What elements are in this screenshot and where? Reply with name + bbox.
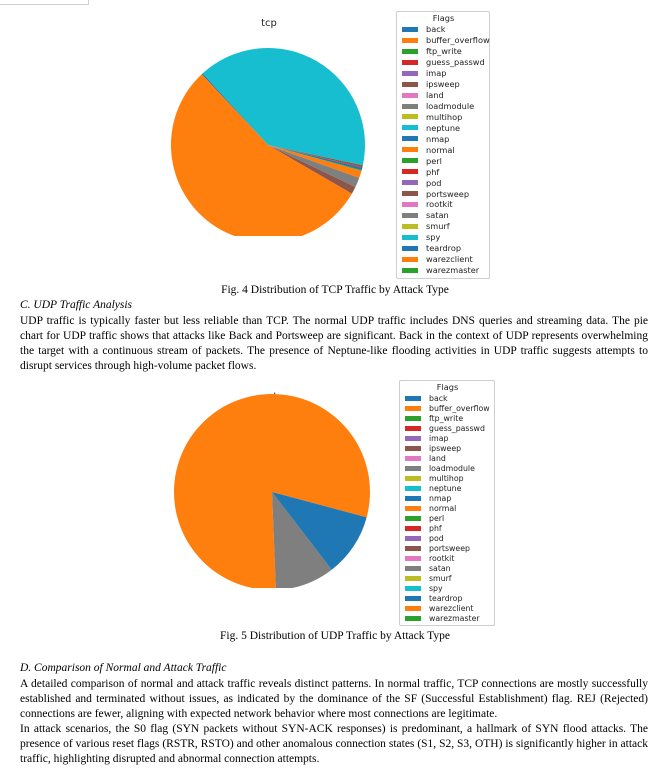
tcp-pie-figure [160,14,375,236]
legend-label: normal [429,503,457,513]
legend-item-smurf [405,573,490,583]
legend-swatch [405,576,421,581]
legend-item-multihop [405,473,490,483]
legend-swatch [402,93,418,98]
legend-item-nmap [402,133,485,144]
legend-item-smurf [402,221,485,232]
legend-swatch [402,202,418,207]
legend-item-imap [402,68,485,79]
legend-item-imap [405,433,490,443]
legend-item-teardrop [405,593,490,603]
legend-label: buffer_overflow [426,35,490,46]
legend-label: loadmodule [429,463,475,473]
legend-label: portsweep [426,188,470,199]
legend-label: pod [429,533,444,543]
legend-item-phf [405,523,490,533]
paragraph: A detailed comparison of normal and attack traffic reveals distinct patterns. In normal traffic, TCP connections are mostly successfully established and terminated without issues, as indicated by the dominance of the SF (Successful Establishment) flag. REJ (Rejected) connections are fewer, aligning with expected network behavior where most connections are legitimate. [20,678,648,720]
legend-label: perl [426,155,442,166]
legend-swatch [402,49,418,54]
legend-swatch [402,82,418,87]
legend-item-normal [402,144,485,155]
legend-label: satan [429,563,451,573]
legend-label: smurf [429,573,452,583]
legend-label: back [426,24,446,35]
legend-item-spy [405,583,490,593]
legend-title: Flags [436,382,459,392]
legend-item-ipsweep [402,79,485,90]
legend-swatch [405,476,421,481]
legend-swatch [402,191,418,196]
legend-label: warezclient [429,603,474,613]
legend-label: land [426,90,444,101]
tcp-legend [396,11,490,279]
legend-label: portsweep [429,543,470,553]
tcp-pie-chart [160,14,375,236]
legend-item-phf [402,166,485,177]
legend-swatch [405,466,421,471]
legend-label: nmap [426,133,450,144]
legend-swatch [402,213,418,218]
tcp-pie-slices [171,48,365,236]
legend-swatch [405,566,421,571]
chart-title: tcp [261,18,277,29]
legend-label: guess_passwd [426,57,485,68]
paragraph: In attack scenarios, the S0 flag (SYN packets without SYN-ACK responses) is predominant, a hallmark of SYN flood attacks. The presence of various reset flags (RSTR, RSTO) and other anomalous connection states (S1, S2, S3, OTH) is significantly higher in attack traffic, highlighting disrupted and abnormal connection attempts. [20,723,648,765]
legend-label: ftp_write [429,413,464,423]
legend-item-warezmaster [402,265,485,276]
legend-label: teardrop [429,593,463,603]
figure-4-caption: Fig. 4 Distribution of TCP Traffic by Attack Type [221,284,449,296]
legend-item-loadmodule [405,463,490,473]
legend-swatch [402,104,418,109]
legend-item-guess_passwd [405,423,490,433]
legend-swatch [405,506,421,511]
legend-label: rootkit [429,553,455,563]
legend-swatch [402,136,418,141]
legend-swatch [405,616,421,621]
legend-swatch [402,224,418,229]
legend-swatch [402,158,418,163]
legend-swatch [405,436,421,441]
legend-label: warezmaster [429,613,480,623]
section-c-heading: C. UDP Traffic Analysis [20,299,133,311]
legend-label: phf [429,523,442,533]
legend-swatch [405,446,421,451]
paragraph: UDP traffic is typically faster but less reliable than TCP. The normal UDP traffic includes DNS queries and streaming data. The pie chart for UDP traffic shows that attacks like Back and Portsweep are significant. Back in the context of UDP represents overwhelming the target with a continuous stream of packets. The presence of Neptune-like flooding activities in UDP traffic suggests attempts to disrupt services through high-volume packet flows. [20,315,648,372]
udp-legend [399,380,495,626]
legend-label: smurf [426,221,450,232]
legend-label: spy [426,232,441,243]
udp-pie-figure [160,388,375,588]
page-corner-frame [0,0,89,5]
figure-5-caption: Fig. 5 Distribution of UDP Traffic by Attack Type [220,630,450,642]
legend-swatch [402,235,418,240]
legend-swatch [405,586,421,591]
legend-item-nmap [405,493,490,503]
legend-item-ipsweep [405,443,490,453]
legend-label: satan [426,210,449,221]
legend-item-portsweep [402,188,485,199]
legend-swatch [405,536,421,541]
legend-title: Flags [432,13,455,23]
legend-swatch [402,180,418,185]
legend-item-teardrop [402,243,485,254]
legend-item-land [402,90,485,101]
legend-item-ftp_write [402,46,485,57]
legend-item-multihop [402,112,485,123]
legend-swatch [405,426,421,431]
legend-item-neptune [402,122,485,133]
legend-label: buffer_overflow [429,403,490,413]
legend-item-warezclient [405,603,490,613]
legend-label: perl [429,513,445,523]
legend-swatch [402,147,418,152]
legend-swatch [402,60,418,65]
legend-swatch [405,496,421,501]
legend-label: land [429,453,446,463]
legend-item-warezmaster [405,613,490,623]
legend-label: spy [429,583,443,593]
legend-swatch [405,556,421,561]
legend-label: normal [426,144,455,155]
legend-item-spy [402,232,485,243]
legend-label: imap [429,433,449,443]
legend-item-back [405,393,490,403]
legend-swatch [405,596,421,601]
legend-swatch [402,125,418,130]
legend-swatch [405,456,421,461]
legend-label: rootkit [426,199,453,210]
udp-pie-slices [174,394,370,588]
legend-swatch [405,516,421,521]
section-d-body [20,677,648,767]
legend-item-pod [402,177,485,188]
legend-swatch [402,38,418,43]
legend-swatch [405,526,421,531]
legend-label: ftp_write [426,46,462,57]
section-d-heading: D. Comparison of Normal and Attack Traffic [20,662,227,674]
legend-label: teardrop [426,243,462,254]
legend-item-perl [405,513,490,523]
legend-label: back [429,393,448,403]
legend-label: multihop [426,111,463,122]
legend-item-satan [402,210,485,221]
legend-label: phf [426,166,440,177]
legend-swatch [405,486,421,491]
legend-item-land [405,453,490,463]
legend-item-rootkit [405,553,490,563]
legend-swatch [402,257,418,262]
legend-item-rootkit [402,199,485,210]
legend-item-back [402,24,485,35]
legend-label: nmap [429,493,452,503]
legend-swatch [402,268,418,273]
legend-swatch [405,396,421,401]
legend-swatch [402,169,418,174]
legend-item-satan [405,563,490,573]
legend-item-neptune [405,483,490,493]
legend-swatch [402,71,418,76]
legend-label: neptune [429,483,462,493]
legend-label: imap [426,68,447,79]
legend-item-loadmodule [402,101,485,112]
legend-swatch [405,416,421,421]
legend-item-perl [402,155,485,166]
legend-swatch [405,606,421,611]
legend-item-guess_passwd [402,57,485,68]
legend-label: loadmodule [426,101,475,112]
legend-swatch [402,114,418,119]
legend-item-warezclient [402,254,485,265]
legend-label: pod [426,177,442,188]
legend-item-pod [405,533,490,543]
legend-item-buffer_overflow [402,35,490,46]
legend-label: guess_passwd [429,423,485,433]
legend-swatch [405,406,421,411]
legend-label: ipsweep [429,443,462,453]
legend-label: neptune [426,122,461,133]
udp-pie-chart [160,388,375,588]
legend-label: warezclient [426,254,473,265]
section-c-body [20,314,648,374]
legend-item-ftp_write [405,413,490,423]
legend-label: ipsweep [426,79,460,90]
legend-swatch [405,546,421,551]
legend-swatch [402,246,418,251]
legend-item-buffer_overflow [405,403,490,413]
legend-label: multihop [429,473,464,483]
legend-swatch [402,27,418,32]
legend-label: warezmaster [426,265,480,276]
legend-item-portsweep [405,543,490,553]
legend-item-normal [405,503,490,513]
